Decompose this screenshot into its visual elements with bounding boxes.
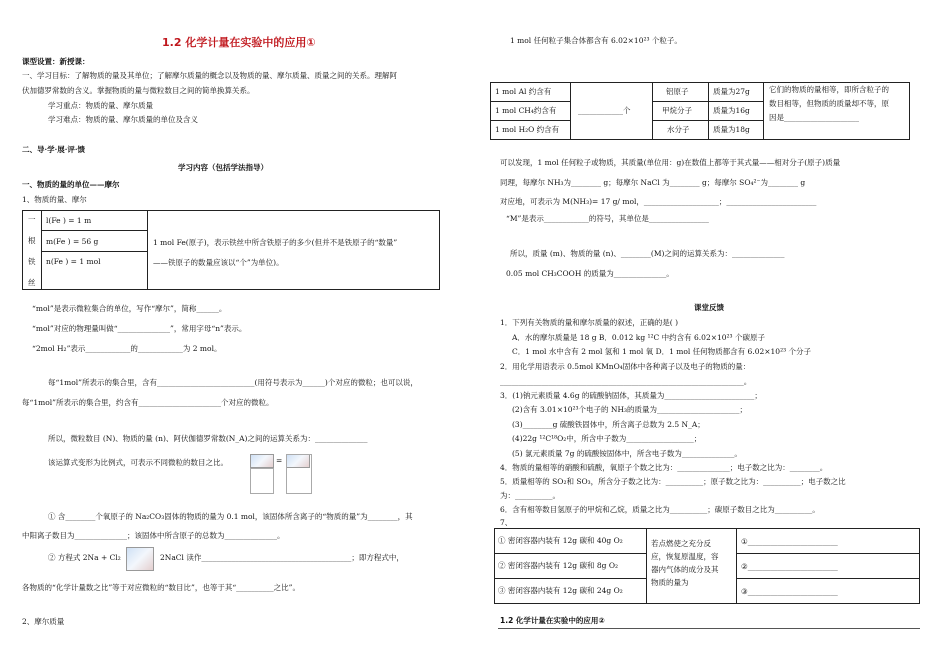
question-5: 5．质量相等的 SO₂和 SO₃，所含分子数之比为：__________；原子数之比为：__________；电子数之比 bbox=[500, 477, 846, 486]
tbl-al-particle: 铝原子 bbox=[666, 87, 689, 96]
question-2: 2．用化学用语表示 0.5mol KMnO₄固体中各种离子以及电子的物质的量： bbox=[500, 362, 751, 371]
para-relation: 所以，微粒数目 (N)、物质的量 (n)、阿伏伽德罗常数(N_A)之间的运算关系为：______________ bbox=[48, 434, 368, 443]
exercise-2-start: ② 方程式 2Na + Cl₂ bbox=[48, 553, 121, 562]
question-3-2: (2)含有 3.01×10²³个电子的 NH₃的质量为______________________； bbox=[512, 405, 748, 414]
difficulty: 学习难点：物质的量、摩尔质量的单位及含义 bbox=[48, 115, 198, 124]
iron-mass: m(Fe ) = 56 g bbox=[46, 237, 99, 246]
tbl-note-3: 因是____________________ bbox=[769, 113, 859, 122]
course-type: 课型设置：新授课： bbox=[22, 57, 90, 66]
formula-blank-2 bbox=[286, 454, 312, 494]
content-heading: 学习内容（包括学法指导） bbox=[178, 163, 268, 172]
iron-desc-1: 1 mol Fe(原子)，表示铁丝中所含铁原子的多少(但并不是铁原子的“数量” bbox=[153, 238, 398, 247]
footer-divider bbox=[498, 628, 920, 629]
question-1-cd: C．1 mol 水中含有 2 mol 氢和 1 mol 氧 D．1 mol 任何物质都含有 6.02×10²³ 个分子 bbox=[512, 347, 811, 356]
para-mol-quantity: “mol”对应的物理量叫做“______________”，常用字母“n”表示。 bbox=[32, 324, 247, 333]
question-1-ab: A．水的摩尔质量是 18 g B．0.012 kg ¹²C 中约含有 6.02×10²³ 个碳原子 bbox=[512, 333, 765, 342]
para-coefficient: 各物质的“化学计量数之比”等于对应微粒的“数目比”，也等于其“__________之比”。 bbox=[22, 583, 301, 592]
q7-mid-1: 若点燃使之充分反 bbox=[651, 539, 711, 548]
para-ratio: 该运算式变形为比例式，可表示不同微粒的数目之比。 bbox=[48, 458, 228, 467]
tbl-ch4-particle: 甲烷分子 bbox=[662, 106, 692, 115]
iron-side-1: 一 bbox=[28, 215, 36, 224]
question-3: 3．(1)钠元素质量 4.6g 的硫酸钠固体，其质量为________________________； bbox=[500, 391, 762, 400]
iron-amount: n(Fe ) = 1 mol bbox=[46, 257, 101, 266]
section1-heading: 一、物质的量的单位——摩尔 bbox=[22, 180, 120, 189]
question-5-cont: 为：__________。 bbox=[500, 491, 560, 500]
iron-side-3: 铁 bbox=[28, 257, 36, 266]
q7-mid-3: 器内气体的成分及其 bbox=[651, 565, 719, 574]
question-6: 6．含有相等数目氢原子的甲烷和乙烷，质量之比为__________；碳原子数目之比为__________。 bbox=[500, 505, 820, 514]
section-molar-mass: 2、摩尔质量 bbox=[22, 617, 65, 626]
question-3-5: (5) 氯元素质量 7g 的硫酸铵固体中，所含电子数为______________。 bbox=[512, 449, 742, 458]
para-mol-unit: “mol”是表示微粒集合的单位，写作“摩尔”，简称______。 bbox=[32, 304, 227, 313]
tbl-note-1: 它们的物质的量相等，即所含粒子的 bbox=[769, 85, 889, 94]
para-acetic-acid: 0.05 mol CH₃COOH 的质量为______________。 bbox=[506, 269, 674, 278]
para-m-symbol: “M”是表示____________的符号，其单位是________________ bbox=[506, 214, 709, 223]
question-3-4: (4)22g ¹²C¹⁸O₂中，所含中子数为__________________； bbox=[512, 434, 702, 443]
tbl-h2o: 1 mol H₂O 约含有 bbox=[495, 125, 560, 134]
q7-mid-2: 应，恢复原温度，容 bbox=[651, 552, 719, 561]
exercise-2-rest: 2NaCl 读作________________________________________；即方程式中， bbox=[160, 553, 404, 562]
question-7: 7、 bbox=[500, 518, 513, 527]
section-heading: 二、导·学·展·评·馈 bbox=[22, 145, 85, 154]
tbl-h2o-mass: 质量为18g bbox=[713, 125, 750, 134]
question-3-3: (3)________g 硫酸铁固体中，所含离子总数为 2.5 N_A； bbox=[512, 420, 705, 429]
avogadro-statement: 1 mol 任何粒子集合体都含有 6.02×10²³ 个粒子。 bbox=[510, 36, 682, 45]
key-point: 学习重点：物质的量、摩尔质量 bbox=[48, 101, 153, 110]
para-1mol-approx: 每“1mol”所表示的集合里，约含有______________________个对应的微粒。 bbox=[22, 398, 274, 407]
q7-answer-3: ③________________________ bbox=[741, 587, 838, 596]
para-m-nh3: 对应地，可表示为 M(NH₃)= 17 g/ mol，____________________；________________________ bbox=[500, 197, 817, 206]
tbl-ch4-mass: 质量为16g bbox=[713, 106, 750, 115]
q7-case-3: ③ 密闭容器内装有 12g 碳和 24g O₂ bbox=[498, 586, 623, 595]
question-1: 1．下列有关物质的量和摩尔质量的叙述，正确的是( ) bbox=[500, 318, 679, 327]
para-mass-relation: 所以，质量 (m)、物质的量 (n)、________(M)之间的运算关系为：______________ bbox=[510, 249, 785, 258]
equals-sign: = bbox=[276, 456, 283, 465]
q7-case-1: ① 密闭容器内装有 12g 碳和 40g O₂ bbox=[498, 536, 623, 545]
formula-image-1 bbox=[250, 454, 274, 468]
question-4: 4．物质的量相等的硝酸和硫酸，氧原子个数之比为：______________；电子数之比为：________。 bbox=[500, 463, 828, 472]
next-lesson-title: 1.2 化学计量在实验中的应用② bbox=[500, 616, 605, 625]
iron-length: l(Fe ) = 1 m bbox=[46, 216, 92, 225]
feedback-heading: 课堂反馈 bbox=[694, 303, 724, 312]
q7-answer-2: ②________________________ bbox=[741, 562, 838, 571]
para-per-mole: 同理，每摩尔 NH₃为________ g；每摩尔 NaCl 为________ g；每摩尔 SO₄²⁻为________ g bbox=[500, 178, 806, 187]
learning-goal: 一、学习目标：了解物质的量及其单位；了解摩尔质量的概念以及物质的量、摩尔质量、质量之间的关系。理解阿 bbox=[22, 71, 397, 80]
learning-goal-cont: 伏加德罗常数的含义。掌握物质的量与微粒数目之间的简单换算关系。 bbox=[22, 86, 255, 95]
reaction-arrow-image bbox=[126, 547, 154, 571]
tbl-al: 1 mol Al 约含有 bbox=[495, 87, 552, 96]
iron-side-4: 丝 bbox=[28, 278, 36, 287]
tbl-count-blank: ____________个 bbox=[578, 106, 631, 115]
exercise-1-cont: 中阳离子数目为______________；该固体中所含原子的总数为______________。 bbox=[22, 531, 285, 540]
iron-desc-2: ——铁原子的数量应该以“个”为单位)。 bbox=[153, 258, 284, 267]
iron-side-2: 根 bbox=[28, 236, 36, 245]
q7-mid-4: 物质的量为 bbox=[651, 578, 689, 587]
tbl-al-mass: 质量为27g bbox=[713, 87, 750, 96]
page-title: 1.2 化学计量在实验中的应用① bbox=[162, 36, 316, 49]
tbl-note-2: 数目相等，但物质的质量却不等，原 bbox=[769, 99, 889, 108]
section1a: 1、物质的量、摩尔 bbox=[22, 195, 87, 204]
para-1mol-contains: 每“1mol”所表示的集合里，含有__________________________(用符号表示为______)个对应的微粒；也可以说， bbox=[48, 378, 418, 387]
question-2-blank: _________________________________________________________________。 bbox=[500, 377, 752, 386]
exercise-1: ① 含________个氧原子的 Na₂CO₃固体的物质的量为 0.1 mol，该固体所含离子的“物质的量”为________，其 bbox=[48, 512, 413, 521]
formula-blank-1 bbox=[250, 468, 274, 494]
para-molar-mass-def: 可以发现，1 mol 任何粒子或物质，其质量(单位用：g)在数值上都等于其式量——相对分子(原子)质量 bbox=[500, 158, 841, 167]
tbl-h2o-particle: 水分子 bbox=[667, 125, 690, 134]
para-2mol: “2mol H₂”表示____________的____________为 2 mol。 bbox=[32, 344, 222, 353]
tbl-ch4: 1 mol CH₄约含有 bbox=[495, 106, 557, 115]
q7-case-2: ② 密闭容器内装有 12g 碳和 8g O₂ bbox=[498, 561, 618, 570]
q7-answer-1: ①________________________ bbox=[741, 537, 838, 546]
